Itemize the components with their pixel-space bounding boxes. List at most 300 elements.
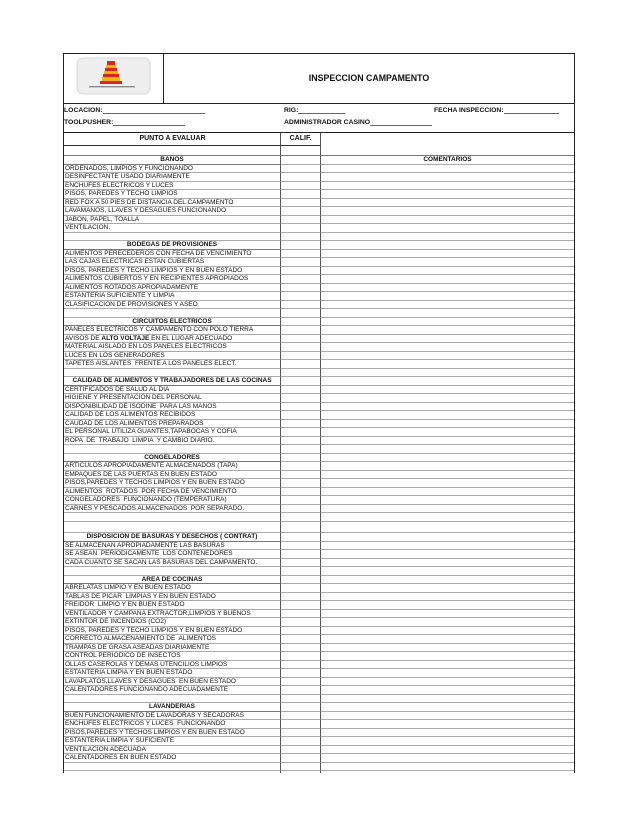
- calif-cell[interactable]: [281, 488, 321, 497]
- locacion-group: [64, 106, 205, 115]
- empty-cell: [64, 309, 281, 318]
- comment-cell[interactable]: [321, 207, 574, 216]
- comment-cell[interactable]: [321, 644, 574, 653]
- empty-cell: [281, 146, 321, 156]
- comment-cell[interactable]: [321, 618, 574, 627]
- checklist-item: CALIDAD DE LOS ALIMENTOS RECIBIDOS: [64, 411, 281, 420]
- calif-cell[interactable]: [281, 377, 321, 386]
- checklist-item: ALIMENTOS ROTADOS APROPIADAMENTE: [64, 284, 281, 293]
- calif-cell[interactable]: [281, 165, 321, 174]
- comment-cell[interactable]: [321, 652, 574, 661]
- blank-row: [64, 763, 574, 772]
- administrador-casino-label: ADMINISTRADOR CASINO: [284, 119, 371, 126]
- checklist-item: BUEN FUNCIONAMIENTO DE LAVADORAS Y SECADORAS: [64, 712, 281, 721]
- logo-cell: [64, 54, 164, 103]
- checklist-item: PANELES ELECTRICOS Y CAMPAMENTO CON POLO TIERRA: [64, 326, 281, 335]
- column-header-row: [64, 133, 574, 146]
- calif-cell[interactable]: [281, 224, 321, 233]
- calif-cell[interactable]: [281, 267, 321, 276]
- calif-cell[interactable]: [281, 593, 321, 602]
- calif-cell[interactable]: [281, 309, 321, 318]
- comment-cell[interactable]: [321, 343, 574, 352]
- section-header-row: [64, 454, 574, 463]
- calif-cell[interactable]: [281, 652, 321, 661]
- section-header-row: [64, 318, 574, 327]
- calif-cell[interactable]: [281, 343, 321, 352]
- table-row: [64, 618, 574, 627]
- comment-cell[interactable]: [321, 737, 574, 746]
- locacion-label: LOCACION:: [64, 107, 103, 114]
- calif-cell[interactable]: [281, 635, 321, 644]
- calif-cell[interactable]: [281, 610, 321, 619]
- calif-cell[interactable]: [281, 542, 321, 551]
- calif-cell[interactable]: [281, 550, 321, 559]
- comment-cell[interactable]: [321, 771, 574, 773]
- calif-cell[interactable]: [281, 216, 321, 225]
- comment-cell[interactable]: [321, 559, 574, 568]
- table-row: [64, 496, 574, 505]
- calif-cell[interactable]: [281, 335, 321, 344]
- checklist-item: CALENTADORES FUNCIONANDO ADECUADAMENTE: [64, 686, 281, 695]
- calif-cell[interactable]: [281, 411, 321, 420]
- calif-cell[interactable]: [281, 567, 321, 576]
- comment-cell[interactable]: [321, 428, 574, 437]
- calif-cell[interactable]: [281, 712, 321, 721]
- table-row: [64, 360, 574, 369]
- table-row: [64, 165, 574, 174]
- table-row: [64, 505, 574, 514]
- calif-cell[interactable]: [281, 462, 321, 471]
- comment-cell[interactable]: [321, 584, 574, 593]
- calif-cell[interactable]: [281, 644, 321, 653]
- calif-cell[interactable]: [281, 360, 321, 369]
- empty-cell: [64, 763, 281, 772]
- calif-cell[interactable]: [281, 326, 321, 335]
- comment-cell[interactable]: [321, 669, 574, 678]
- calif-cell[interactable]: [281, 250, 321, 259]
- checklist-item: LUCES EN LOS GENERADORES: [64, 352, 281, 361]
- comment-cell[interactable]: [321, 394, 574, 403]
- table-row: [64, 754, 574, 763]
- comment-cell[interactable]: [321, 318, 574, 327]
- comment-cell[interactable]: [321, 267, 574, 276]
- comment-cell[interactable]: [321, 258, 574, 267]
- calif-cell[interactable]: [281, 737, 321, 746]
- comment-cell[interactable]: [321, 360, 574, 369]
- comment-cell[interactable]: [321, 437, 574, 446]
- comment-cell[interactable]: [321, 284, 574, 293]
- calif-cell[interactable]: [281, 318, 321, 327]
- calif-cell[interactable]: [281, 471, 321, 480]
- table-row: [64, 386, 574, 395]
- empty-cell: [64, 513, 281, 522]
- calif-cell[interactable]: [281, 505, 321, 514]
- comment-cell[interactable]: [321, 233, 574, 242]
- checklist-item: ESTANTERIA LIMPIA Y EN BUEN ESTADO: [64, 669, 281, 678]
- checklist-item: ORDENADOS, LIMPIOS Y FUNCIONANDO: [64, 165, 281, 174]
- calif-cell[interactable]: [281, 275, 321, 284]
- comment-cell[interactable]: [321, 593, 574, 602]
- calif-cell[interactable]: [281, 729, 321, 738]
- checklist-item: PISOS,PAREDES Y TECHOS LIMPIOS Y EN BUEN ESTADO: [64, 479, 281, 488]
- checklist-item-text: AVISOS DE: [65, 334, 102, 342]
- calif-cell[interactable]: [281, 292, 321, 301]
- comment-cell[interactable]: [321, 712, 574, 721]
- comment-cell[interactable]: [321, 250, 574, 259]
- table-row: [64, 394, 574, 403]
- section-header-row: [64, 377, 574, 386]
- table-row: [64, 737, 574, 746]
- table-row: [64, 479, 574, 488]
- table-row: [64, 284, 574, 293]
- empty-cell: [64, 445, 281, 454]
- calif-cell[interactable]: [281, 559, 321, 568]
- checklist-item: ALIMENTOS ROTADOS POR FECHA DE VENCIMIENTO: [64, 488, 281, 497]
- calif-cell[interactable]: [281, 771, 321, 773]
- section-title: AREA DE COCINAS: [64, 576, 281, 585]
- rig-field[interactable]: [298, 107, 345, 114]
- comment-cell[interactable]: [321, 241, 574, 250]
- calif-cell[interactable]: [281, 695, 321, 704]
- checklist-item: DISPONIBILIDAD DE ISODINE PARA LAS MANOS: [64, 403, 281, 412]
- logo-tower-stripe: [107, 61, 115, 65]
- comment-cell[interactable]: [321, 224, 574, 233]
- calif-cell[interactable]: [281, 703, 321, 712]
- calif-cell[interactable]: [281, 199, 321, 208]
- checklist-item: ALIMENTOS PERECEDEROS CON FECHA DE VENCIMIENTO: [64, 250, 281, 259]
- table-row: [64, 258, 574, 267]
- comment-cell[interactable]: [321, 729, 574, 738]
- calif-cell[interactable]: [281, 746, 321, 755]
- table-row: [64, 292, 574, 301]
- checklist-item: CALENTADORES EN BUEN ESTADO: [64, 754, 281, 763]
- comment-cell[interactable]: [321, 326, 574, 335]
- table-row: [64, 669, 574, 678]
- calif-cell[interactable]: [281, 258, 321, 267]
- checklist-item: ESTANTERIA LIMPIA Y SUFICIENTE: [64, 737, 281, 746]
- calif-cell[interactable]: [281, 386, 321, 395]
- table-row: [64, 678, 574, 687]
- table-row: [64, 250, 574, 259]
- comment-cell[interactable]: [321, 352, 574, 361]
- checklist-item: TRAMPAS DE GRASA ASEADAS DIARIAMENTE: [64, 644, 281, 653]
- checklist-item: CERTIFICADOS DE SALUD AL DIA: [64, 386, 281, 395]
- comment-cell[interactable]: [321, 720, 574, 729]
- comment-cell[interactable]: [321, 216, 574, 225]
- checklist-item: CORRECTO ALMACENAMIENTO DE ALIMENTOS: [64, 635, 281, 644]
- calif-cell[interactable]: [281, 241, 321, 250]
- calif-cell[interactable]: [281, 584, 321, 593]
- comment-cell[interactable]: [321, 309, 574, 318]
- checklist-item: LAVAPLATOS,LLAVES Y DESAGUES EN BUEN ESTADO: [64, 678, 281, 687]
- table-row: [64, 199, 574, 208]
- comment-cell[interactable]: [321, 369, 574, 378]
- table-row: [64, 559, 574, 568]
- calif-cell[interactable]: [281, 190, 321, 199]
- blank-row: [64, 513, 574, 522]
- checklist-item: ENCHUFES ELECTRICOS Y LUCES FUNCIONANDO: [64, 720, 281, 729]
- table-row: [64, 593, 574, 602]
- calif-cell[interactable]: [281, 182, 321, 191]
- comment-cell[interactable]: [321, 411, 574, 420]
- table-row: [64, 326, 574, 335]
- logo-tower-stripe: [106, 65, 116, 68]
- comment-cell[interactable]: [321, 471, 574, 480]
- toolpusher-field[interactable]: [113, 119, 185, 126]
- calif-cell[interactable]: [281, 754, 321, 763]
- table-row: [64, 652, 574, 661]
- calif-cell[interactable]: [281, 601, 321, 610]
- comment-cell[interactable]: [321, 695, 574, 704]
- comment-cell[interactable]: [321, 488, 574, 497]
- comment-cell[interactable]: [321, 479, 574, 488]
- calif-cell[interactable]: [281, 437, 321, 446]
- calif-cell[interactable]: [281, 618, 321, 627]
- logo-tower-stripe: [102, 77, 120, 81]
- empty-cell: [64, 369, 281, 378]
- empty-cell: [64, 233, 281, 242]
- section-title: LAVANDERIAS: [64, 703, 281, 712]
- comment-cell[interactable]: [321, 533, 574, 542]
- comment-cell[interactable]: [321, 661, 574, 670]
- comment-cell[interactable]: [321, 454, 574, 463]
- checklist-item: OLLAS CASEROLAS Y DEMAS UTENCILIOS LIMPIOS: [64, 661, 281, 670]
- table-row: [64, 275, 574, 284]
- calif-cell[interactable]: [281, 763, 321, 772]
- fecha-inspeccion-label: FECHA INSPECCION:: [434, 107, 504, 114]
- table-row: [64, 610, 574, 619]
- comment-cell[interactable]: [321, 496, 574, 505]
- comment-cell[interactable]: [321, 678, 574, 687]
- calif-cell[interactable]: [281, 686, 321, 695]
- blank-row: [64, 695, 574, 704]
- checklist-item: PISOS, PAREDES Y TECHO LIMPIOS Y EN BUEN ESTADO: [64, 267, 281, 276]
- calif-cell[interactable]: [281, 403, 321, 412]
- logo-tower-stripe: [104, 71, 118, 74]
- comment-cell[interactable]: [321, 513, 574, 522]
- section-header-row: [64, 533, 574, 542]
- checklist-item: JABON, PAPEL, TOALLA: [64, 216, 281, 225]
- checklist-item: RED FOX A 50 PIES DE DISTANCIA DEL CAMPAMENTO: [64, 199, 281, 208]
- blank-row: [64, 233, 574, 242]
- checklist-item: EMPAQUES DE LAS PUERTAS EN BUEN ESTADO: [64, 471, 281, 480]
- comment-cell[interactable]: [321, 505, 574, 514]
- section-title: BAÑOS: [64, 156, 281, 165]
- table-row: [64, 627, 574, 636]
- table-row: [64, 190, 574, 199]
- comment-cell[interactable]: [321, 746, 574, 755]
- checklist-item: TABLAS DE PICAR LIMPIAS Y EN BUEN ESTADO: [64, 593, 281, 602]
- page-title: INSPECCION CAMPAMENTO: [308, 73, 430, 83]
- calif-cell[interactable]: [281, 720, 321, 729]
- checklist-item: ROPA DE TRABAJO LIMPIA Y CAMBIO DIARIO.: [64, 437, 281, 446]
- comment-cell[interactable]: [321, 703, 574, 712]
- table-row: [64, 712, 574, 721]
- calif-header: CALIF.: [281, 133, 321, 146]
- calif-cell[interactable]: [281, 233, 321, 242]
- checklist-item: PISOS,PAREDES Y TECHOS LIMPIOS Y EN BUEN ESTADO: [64, 729, 281, 738]
- comment-cell[interactable]: [321, 635, 574, 644]
- table-row: [64, 720, 574, 729]
- calif-cell[interactable]: [281, 627, 321, 636]
- blank-row: [64, 146, 574, 156]
- checklist-item: ALIMENTOS CUBIERTOS Y EN RECIPIENTES APROPIADOS: [64, 275, 281, 284]
- comment-cell[interactable]: [321, 377, 574, 386]
- comment-cell[interactable]: [321, 173, 574, 182]
- comment-cell[interactable]: [321, 275, 574, 284]
- administrador-casino-group: [284, 118, 432, 127]
- comment-cell[interactable]: [321, 420, 574, 429]
- table-row: [64, 301, 574, 310]
- locacion-field[interactable]: [103, 107, 205, 114]
- checklist-item: LAS CAJAS ELECTRICAS ESTAN CUBIERTAS: [64, 258, 281, 267]
- calif-cell[interactable]: [281, 678, 321, 687]
- section-title: CALIDAD DE ALIMENTOS Y TRABAJADORES DE LAS COCINAS: [64, 377, 281, 386]
- comment-cell[interactable]: [321, 601, 574, 610]
- table-row: [64, 224, 574, 233]
- calif-cell[interactable]: [281, 576, 321, 585]
- section-header-row: [64, 703, 574, 712]
- calif-cell[interactable]: [281, 513, 321, 522]
- table-row: [64, 403, 574, 412]
- section-title: CONGELADORES: [64, 454, 281, 463]
- checklist-item: LAVAMANOS, LLAVES Y DESAGUES FUNCIONANDO: [64, 207, 281, 216]
- calif-cell[interactable]: [281, 369, 321, 378]
- section-title: DISPOSICION DE BASURAS Y DESECHOS ( CONTRAT): [64, 533, 281, 542]
- comment-cell[interactable]: [321, 445, 574, 454]
- calif-cell[interactable]: [281, 669, 321, 678]
- comment-cell[interactable]: [321, 754, 574, 763]
- blank-row: [64, 369, 574, 378]
- checklist-item: FREIDOR LIMPIO Y EN BUEN ESTADO: [64, 601, 281, 610]
- table-row: [64, 437, 574, 446]
- calif-cell[interactable]: [281, 522, 321, 534]
- comment-cell[interactable]: [321, 763, 574, 772]
- logo-tower-base: [100, 81, 122, 84]
- calif-cell[interactable]: [281, 428, 321, 437]
- empty-cell: [64, 146, 281, 156]
- table-row: [64, 216, 574, 225]
- checklist-item: DESINFECTANTE USADO DIARIAMENTE: [64, 173, 281, 182]
- comment-cell[interactable]: [321, 550, 574, 559]
- blank-row: [64, 771, 574, 773]
- calif-cell[interactable]: [281, 496, 321, 505]
- checklist-item: CADA CUANTO SE SACAN LAS BASURAS DEL CAMPAMENTO.: [64, 559, 281, 568]
- comment-cell[interactable]: [321, 301, 574, 310]
- blank-row: [64, 522, 574, 534]
- calif-cell[interactable]: [281, 394, 321, 403]
- calif-cell[interactable]: [281, 533, 321, 542]
- calif-cell[interactable]: [281, 173, 321, 182]
- checklist-item: ABRELATAS LIMPIO Y EN BUEN ESTADO: [64, 584, 281, 593]
- comment-cell[interactable]: [321, 542, 574, 551]
- table-row: [64, 267, 574, 276]
- comment-cell[interactable]: [321, 522, 574, 534]
- comment-cell[interactable]: [321, 335, 574, 344]
- calif-cell[interactable]: [281, 661, 321, 670]
- checklist-item: PISOS, PAREDES Y TECHO LIMPIOS: [64, 190, 281, 199]
- checklist-item-emphasis: ALTO VOLTAJE: [101, 334, 150, 342]
- checklist-item: ESTANTERIA SUFICIENTE Y LIMPIA: [64, 292, 281, 301]
- comment-cell[interactable]: [321, 567, 574, 576]
- comment-cell[interactable]: [321, 182, 574, 191]
- empty-cell: [64, 771, 281, 773]
- table-row: [64, 686, 574, 695]
- logo-tower-stripe: [105, 68, 117, 71]
- calif-cell[interactable]: [281, 207, 321, 216]
- table-row: [64, 173, 574, 182]
- comment-cell[interactable]: [321, 403, 574, 412]
- calif-cell[interactable]: [281, 156, 321, 165]
- comment-cell[interactable]: [321, 627, 574, 636]
- checklist-item: CONTROL PERIODICO DE INSECTOS: [64, 652, 281, 661]
- comment-cell[interactable]: [321, 292, 574, 301]
- calif-cell[interactable]: [281, 445, 321, 454]
- rig-label: RIG:: [284, 107, 299, 114]
- table-row: [64, 729, 574, 738]
- comment-cell[interactable]: [321, 199, 574, 208]
- table-row: [64, 428, 574, 437]
- checklist-item: EL PERSONAL UTILIZA GUANTES,TAPABOCAS Y COFIA: [64, 428, 281, 437]
- empty-cell: [321, 133, 574, 146]
- fecha-inspeccion-field[interactable]: [504, 107, 559, 114]
- rig-group: [284, 106, 345, 115]
- comment-cell[interactable]: [321, 165, 574, 174]
- table-row: [64, 601, 574, 610]
- table-row: [64, 343, 574, 352]
- blank-row: [64, 445, 574, 454]
- checklist-item: CARNES Y PESCADOS ALMACENADOS POR SEPARADO.: [64, 505, 281, 514]
- table-row: [64, 182, 574, 191]
- checklist-item: SE ASEAN PERIODICAMENTE LOS CONTENEDORES: [64, 550, 281, 559]
- checklist-item: [64, 335, 281, 344]
- comment-cell[interactable]: [321, 576, 574, 585]
- comment-cell[interactable]: [321, 190, 574, 199]
- blank-row: [64, 309, 574, 318]
- table-row: [64, 661, 574, 670]
- comment-cell[interactable]: [321, 462, 574, 471]
- calif-cell[interactable]: [281, 420, 321, 429]
- table-row: [64, 335, 574, 344]
- section-header-row: [64, 156, 574, 165]
- calif-cell[interactable]: [281, 352, 321, 361]
- calif-cell[interactable]: [281, 284, 321, 293]
- checklist-item: SE ALMACENAN APROPIADAMENTE LAS BASURAS: [64, 542, 281, 551]
- checklist-item: CLASIFICACION DE PROVISIONES Y ASEO: [64, 301, 281, 310]
- checklist-item: ENCHUFES ELECTRICOS Y LUCES: [64, 182, 281, 191]
- comment-cell[interactable]: [321, 386, 574, 395]
- calif-cell[interactable]: [281, 479, 321, 488]
- checklist-item: ARTICULOS APROPIADAMENTE ALMACENADOS (TAPA): [64, 462, 281, 471]
- calif-cell[interactable]: [281, 301, 321, 310]
- comment-cell[interactable]: [321, 686, 574, 695]
- checklist-item: CAUDAD DE LOS ALIMENTOS PREPARADOS: [64, 420, 281, 429]
- comment-cell[interactable]: [321, 610, 574, 619]
- calif-cell[interactable]: [281, 454, 321, 463]
- administrador-casino-field[interactable]: [370, 119, 432, 126]
- table-row: [64, 462, 574, 471]
- table-row: [64, 411, 574, 420]
- form-header: [64, 54, 574, 104]
- table-row: [64, 420, 574, 429]
- section-title: CIRCUITOS ELECTRICOS: [64, 318, 281, 327]
- toolpusher-label: TOOLPUSHER:: [64, 119, 114, 126]
- table-row: [64, 471, 574, 480]
- section-header-row: [64, 241, 574, 250]
- section-header-row: [64, 576, 574, 585]
- comentarios-header: COMENTARIOS: [321, 156, 574, 165]
- section-title: BODEGAS DE PROVISIONES: [64, 241, 281, 250]
